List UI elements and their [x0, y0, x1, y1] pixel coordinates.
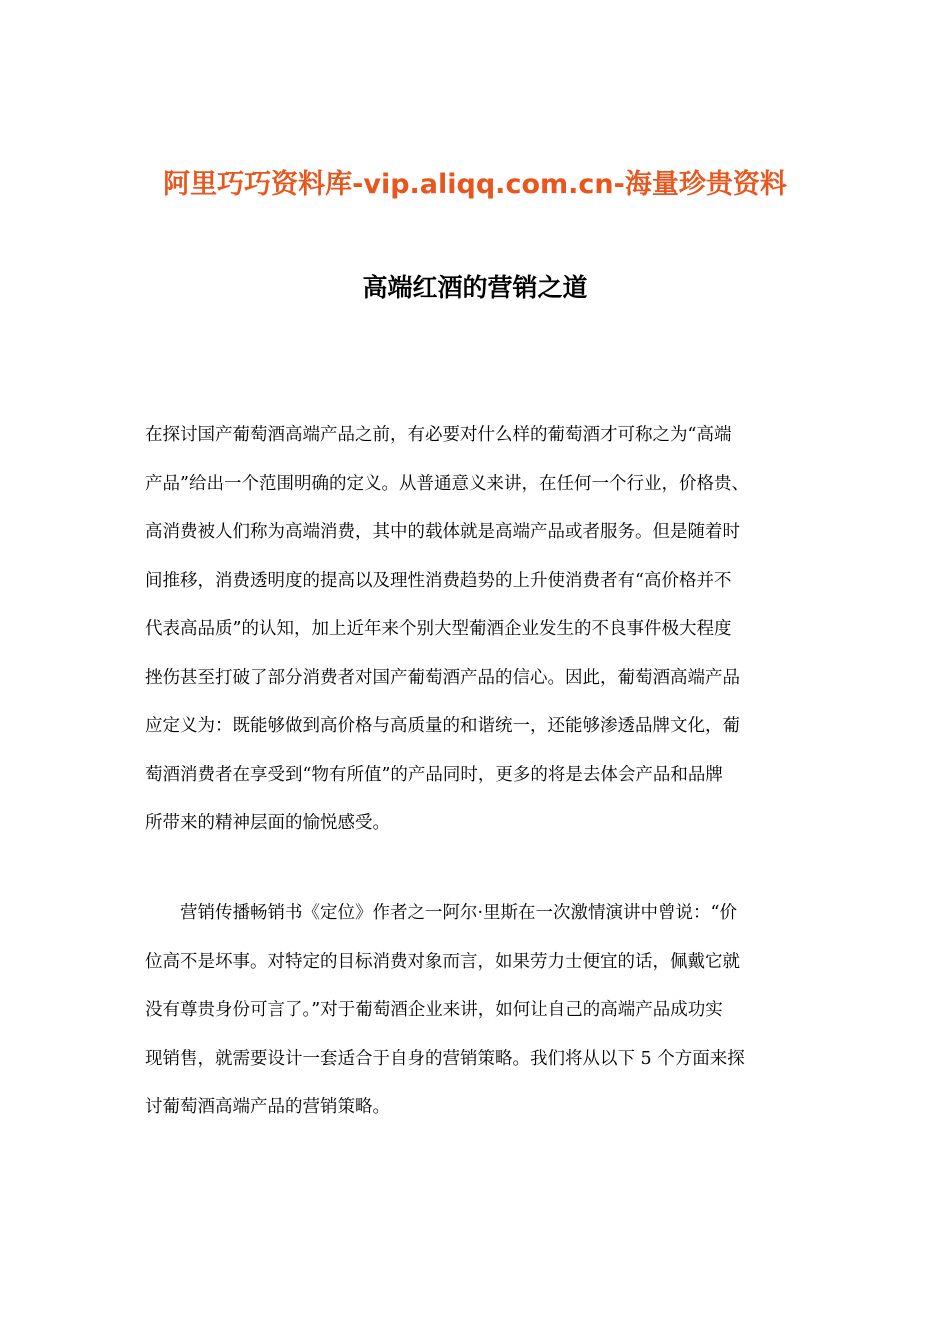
- document-title: 高端红酒的营销之道: [362, 273, 588, 302]
- paragraph-line: 应定义为：既能够做到高价格与高质量的和谐统一，还能够渗透品牌文化，葡: [145, 716, 740, 736]
- paragraph-line: 挫伤甚至打破了部分消费者对国产葡萄酒产品的信心。因此，葡萄酒高端产品: [145, 667, 740, 688]
- paragraph-1: [145, 411, 805, 848]
- paragraph-line: 高消费被人们称为高端消费，其中的载体就是高端产品或者服务。但是随着时: [145, 522, 740, 542]
- paragraph-line: 间推移，消费透明度的提高以及理性消费趋势的上升使消费者有“高价格并不: [145, 570, 732, 591]
- paragraph-line: 萄酒消费者在享受到“物有所值”的产品同时，更多的将是去体会产品和品牌: [145, 764, 723, 785]
- paragraph-line: 没有尊贵身份可言了。”对于葡萄酒企业来讲，如何让自己的高端产品成功实: [145, 1000, 723, 1020]
- paragraph-line: 位高不是坏事。对特定的目标消费对象而言，如果劳力士便宜的话，佩戴它就: [145, 951, 740, 972]
- paragraph-line: 讨葡萄酒高端产品的营销策略。: [145, 1097, 390, 1117]
- paragraph-line: 营销传播畅销书《定位》作者之一阿尔·里斯在一次激情演讲中曾说：“价: [145, 903, 738, 923]
- paragraph-2: [145, 889, 805, 1132]
- site-banner: 阿里巧巧资料库-vip.aliqq.com.cn-海量珍贵资料: [163, 169, 787, 200]
- paragraph-line: 代表高品质”的认知，加上近年来个别大型葡酒企业发生的不良事件极大程度: [145, 619, 732, 639]
- paragraph-line: 在探讨国产葡萄酒高端产品之前，有必要对什么样的葡萄酒才可称之为“高端: [145, 425, 732, 445]
- paragraph-line: 产品”给出一个范围明确的定义。从普通意义来讲，在任何一个行业，价格贵、: [145, 473, 749, 494]
- paragraph-line: 所带来的精神层面的愉悦感受。: [145, 813, 390, 833]
- paragraph-line: 现销售，就需要设计一套适合于自身的营销策略。我们将从以下 5 个方面来探: [145, 1048, 745, 1069]
